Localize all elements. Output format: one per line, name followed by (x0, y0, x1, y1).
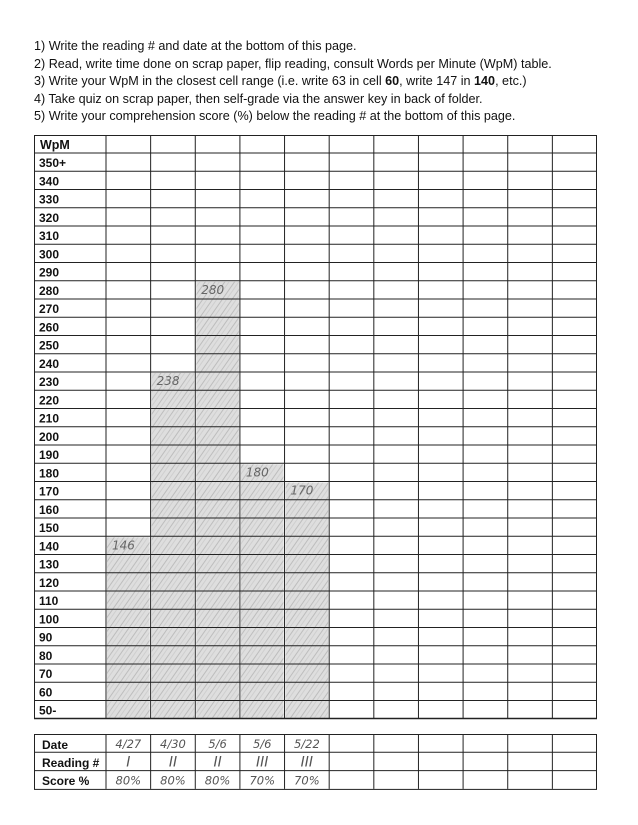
instructions-list (34, 38, 624, 126)
row-label: 270 (39, 302, 60, 316)
row-label: 310 (39, 229, 60, 243)
wpm-chart (34, 135, 597, 720)
instruction-3-bold-60: 60 (385, 74, 400, 89)
row-label: 350+ (39, 156, 67, 170)
row-label: 150 (39, 521, 60, 535)
date-cell: 4/30 (160, 737, 186, 751)
score-cell: 70% (249, 773, 276, 788)
instruction-2: 2) Read, write time done on scrap paper, flip reading, consult Words per Minute (WpM) table. (34, 56, 552, 71)
reading-cell: III (300, 754, 314, 771)
reading-cell: II (168, 754, 178, 771)
row-label: 50- (39, 703, 57, 718)
score-cell: 80% (204, 773, 231, 788)
date-row-label: Date (42, 738, 69, 752)
row-label: 130 (39, 557, 60, 572)
row-label: 240 (39, 356, 60, 371)
row-label: 160 (39, 502, 60, 517)
instruction-3 (34, 73, 624, 91)
date-cell: 5/6 (252, 737, 272, 751)
instruction-3-part-c: , write 147 in (399, 74, 475, 89)
date-cell: 4/27 (115, 737, 142, 751)
row-label: 300 (39, 247, 60, 262)
reading-log-table (34, 734, 597, 790)
row-label: 280 (39, 283, 60, 298)
row-label: 60 (39, 685, 53, 700)
value-label-5: 170 (290, 483, 314, 498)
instruction-4: 4) Take quiz on scrap paper, then self-grade via the answer key in back of folder. (34, 91, 483, 106)
row-label: 120 (39, 575, 60, 590)
row-label: 70 (39, 667, 53, 681)
row-label: 200 (39, 429, 60, 444)
row-label: 250 (39, 338, 60, 353)
date-cell: 5/6 (208, 737, 227, 751)
reading-row-label: Reading # (42, 756, 100, 770)
row-label: 290 (39, 265, 60, 280)
date-cell: 5/22 (293, 737, 320, 751)
row-label: 340 (39, 174, 60, 189)
row-label: 110 (39, 594, 59, 608)
score-cell: 80% (115, 773, 142, 788)
score-cell: 80% (160, 773, 186, 788)
value-label-4: 180 (245, 465, 269, 480)
reading-cell: II (213, 754, 222, 771)
wpm-bar-2 (152, 373, 195, 719)
row-label: 180 (39, 466, 60, 481)
instruction-3-part-a: 3) Write your WpM in the closest cell range (i.e. write 63 in cell (34, 74, 386, 89)
row-label: 220 (39, 393, 60, 408)
row-label: 90 (39, 630, 53, 645)
footer-values (115, 737, 319, 788)
reading-cell: III (256, 754, 269, 771)
row-label: 170 (39, 484, 60, 499)
instruction-3-bold-140: 140 (474, 74, 496, 89)
score-cell: 70% (294, 773, 320, 788)
row-label: 190 (39, 448, 60, 462)
row-label: 260 (39, 320, 60, 335)
value-label-1: 146 (112, 538, 135, 553)
row-label: 320 (39, 210, 60, 225)
row-label: 80 (39, 648, 53, 663)
score-row-label: Score % (42, 774, 90, 788)
row-label: 100 (39, 612, 60, 627)
row-label: 210 (39, 411, 60, 426)
wpm-header: WpM (40, 138, 70, 152)
row-label: 140 (39, 539, 60, 554)
instruction-5: 5) Write your comprehension score (%) below the reading # at the bottom of this page. (34, 109, 516, 124)
value-label-3: 280 (201, 282, 225, 297)
row-label: 230 (39, 375, 60, 389)
instruction-3-part-e: , etc.) (495, 74, 527, 89)
row-label: 330 (39, 192, 60, 207)
instruction-1: 1) Write the reading # and date at the bottom of this page. (34, 39, 357, 53)
reading-cell: I (126, 754, 131, 771)
value-label-2: 238 (156, 374, 180, 388)
